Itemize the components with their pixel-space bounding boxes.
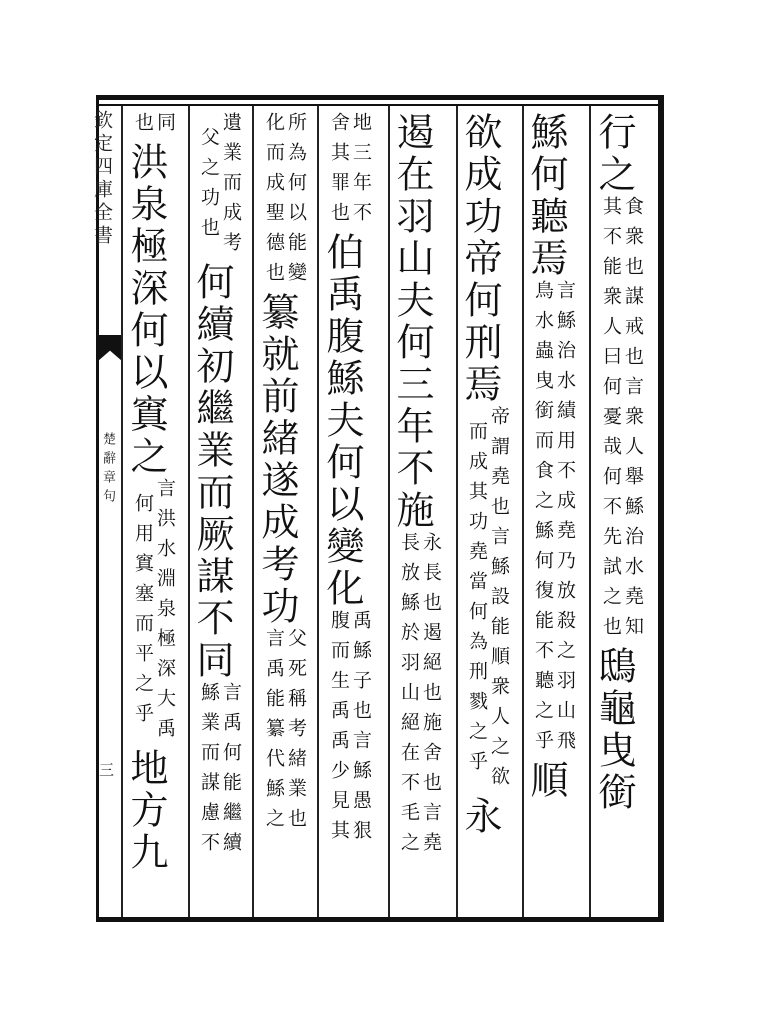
commentary-left-line: 言禹能纂代鯀之 xyxy=(263,628,285,838)
main-text: 鯀何聽焉 xyxy=(524,112,568,280)
commentary-block xyxy=(190,112,250,262)
main-text: 順 xyxy=(524,760,568,802)
commentary-block xyxy=(390,532,450,862)
commentary-right-line: 言鯀治水績用不成堯乃放殺之羽山飛 xyxy=(554,280,576,760)
commentary-left-line: 而成其功堯當何為刑戮之乎 xyxy=(466,421,488,781)
commentary-right-line: 父死稱考緒業也 xyxy=(285,628,307,838)
commentary-block xyxy=(320,112,380,232)
commentary-left-line: 腹而生禹禹少見其 xyxy=(328,610,350,850)
main-text: 伯禹腹鯀夫何以變化 xyxy=(320,232,364,610)
frame-right-border xyxy=(658,95,664,922)
text-column xyxy=(255,112,315,912)
frame-bottom-border xyxy=(96,917,660,922)
commentary-left-line: 長放鯀於羽山絕在不毛之 xyxy=(398,532,420,862)
commentary-right-line: 帝謂堯也言鯀設能順衆人之欲 xyxy=(488,406,510,796)
main-text: 地方九 xyxy=(124,748,168,874)
commentary-left-line: 何用窴塞而平之乎 xyxy=(132,493,154,733)
commentary-block xyxy=(255,112,315,292)
text-column xyxy=(458,112,518,912)
column-rule xyxy=(252,106,254,917)
commentary-block xyxy=(592,196,652,646)
margin-page-number: 三 xyxy=(97,762,115,777)
commentary-left-line: 鯀業而謀慮不 xyxy=(198,682,220,862)
commentary-block xyxy=(255,628,315,838)
main-text: 洪泉極深何以窴之 xyxy=(124,142,168,478)
text-column xyxy=(524,112,584,912)
commentary-right-line: 言禹何能繼續 xyxy=(220,682,242,862)
commentary-right-line: 同 xyxy=(154,112,176,142)
text-column xyxy=(124,112,184,912)
frame-top-inner-border xyxy=(96,104,660,106)
main-text: 遏在羽山夫何三年不施 xyxy=(390,112,434,532)
commentary-left-line: 鳥水蟲曳銜而食之鯀何復能不聽之乎 xyxy=(532,280,554,760)
commentary-block xyxy=(524,280,584,760)
column-rule xyxy=(317,106,319,917)
commentary-block xyxy=(124,478,184,748)
main-text: 何續初繼業而厥謀不同 xyxy=(190,262,234,682)
commentary-right-line: 遺業而成考 xyxy=(220,112,242,262)
text-column xyxy=(320,112,380,912)
commentary-right-line: 永長也遏絕也施舍也言堯 xyxy=(420,532,442,862)
main-text: 欲成功帝何刑焉 xyxy=(458,112,502,406)
text-column xyxy=(190,112,250,912)
main-text: 行之 xyxy=(592,112,636,196)
column-rule xyxy=(121,106,123,917)
main-text: 纂就前緒遂成考功 xyxy=(255,292,299,628)
text-column xyxy=(592,112,652,912)
commentary-block xyxy=(320,610,380,850)
commentary-left-line: 其不能衆人曰何憂哉何不先試之也 xyxy=(600,196,622,646)
commentary-left-line: 父之功也 xyxy=(198,127,220,247)
commentary-right-line: 食衆也謀戒也言衆人舉鯀治水堯知 xyxy=(622,196,644,646)
commentary-right-line: 地三年不 xyxy=(350,112,372,232)
main-text: 鴟龜曳銜 xyxy=(592,646,636,814)
commentary-block xyxy=(190,682,250,862)
column-rule xyxy=(589,106,591,917)
commentary-right-line: 禹鯀子也言鯀愚狠 xyxy=(350,610,372,850)
margin-book-title: 欽定四庫全書 xyxy=(91,110,113,248)
commentary-right-line: 所為何以能變 xyxy=(285,112,307,292)
commentary-left-line: 化而成聖德也 xyxy=(263,112,285,292)
commentary-left-line: 也 xyxy=(132,112,154,142)
commentary-block xyxy=(124,112,184,142)
commentary-left-line: 舍其罪也 xyxy=(328,112,350,232)
frame-top-border xyxy=(96,95,660,100)
text-column xyxy=(390,112,450,912)
margin-chapter-title: 楚辭章句 xyxy=(100,432,115,508)
commentary-block xyxy=(458,406,518,796)
commentary-right-line: 言洪水淵泉極深大禹 xyxy=(154,478,176,748)
main-text: 永 xyxy=(458,796,502,838)
